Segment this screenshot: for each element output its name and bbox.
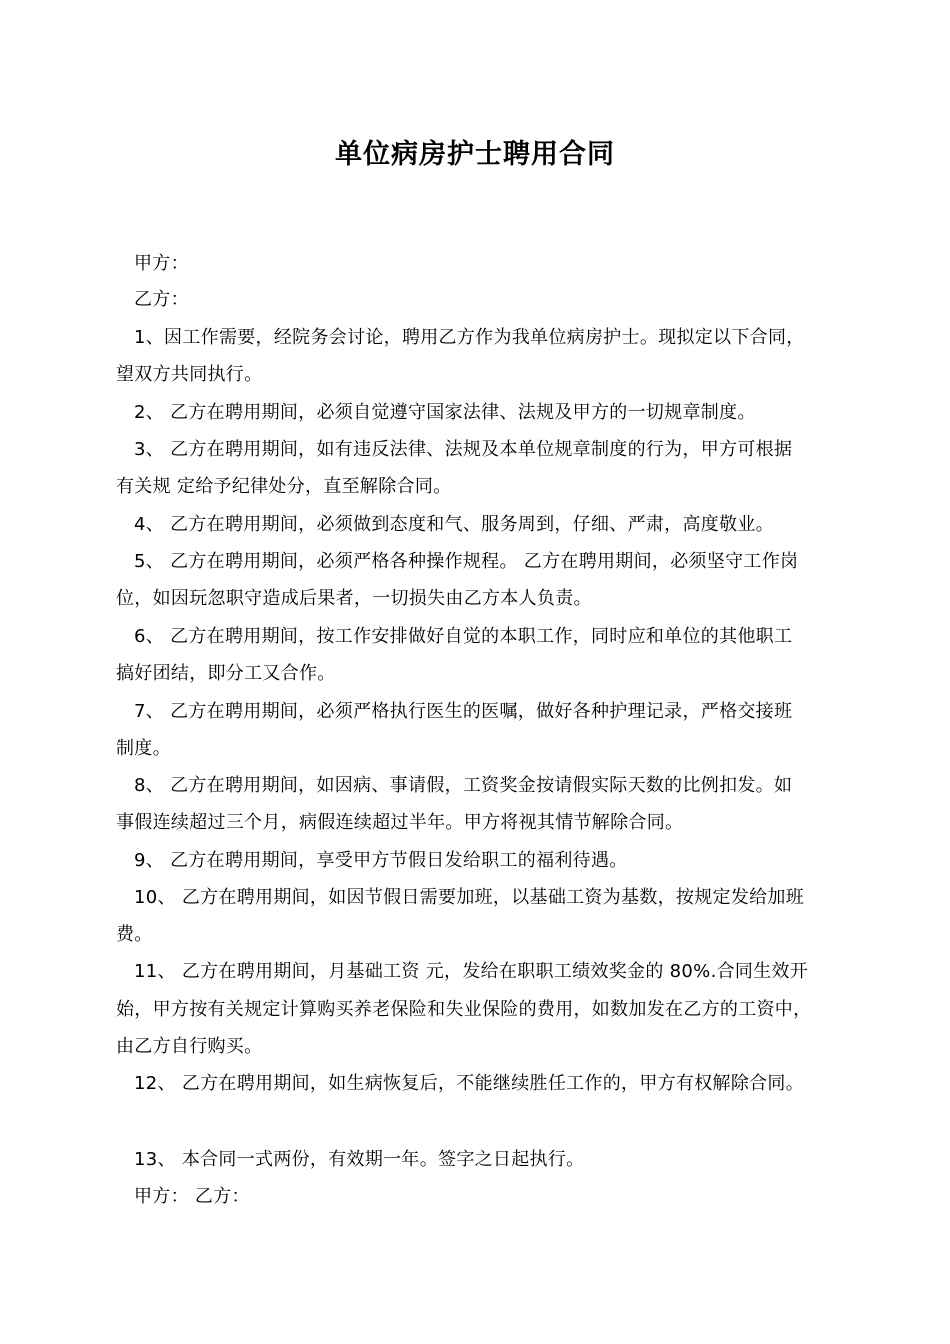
clause-7-line-2: 制度。 (116, 738, 171, 759)
signature-line: 甲方： 乙方： (134, 1186, 250, 1207)
clause-11-line-2: 始，甲方按有关规定计算购买养老保险和失业保险的费用，如数加发在乙方的工资中， (116, 999, 812, 1020)
clause-12: 12、 乙方在聘用期间，如生病恢复后，不能继续胜任工作的，甲方有权解除合同。 (134, 1073, 805, 1094)
clause-6-line-1: 6、 乙方在聘用期间，按工作安排做好自觉的本职工作，同时应和单位的其他职工 (134, 626, 793, 647)
clause-11-line-1: 11、 乙方在聘用期间，月基础工资 元，发给在职职工绩效奖金的 80%.合同生效开 (134, 961, 809, 982)
party-b-label: 乙方： (134, 289, 189, 310)
clause-4: 4、 乙方在聘用期间，必须做到态度和气、服务周到，仔细、严肃，高度敬业。 (134, 514, 774, 535)
clause-8-line-2: 事假连续超过三个月，病假连续超过半年。甲方将视其情节解除合同。 (116, 812, 684, 833)
clause-5-line-1: 5、 乙方在聘用期间，必须严格各种操作规程。 乙方在聘用期间，必须坚守工作岗 (134, 551, 799, 572)
clause-8-line-1: 8、 乙方在聘用期间，如因病、事请假，工资奖金按请假实际天数的比例扣发。如 (134, 775, 793, 796)
clause-13: 13、 本合同一式两份，有效期一年。签字之日起执行。 (134, 1149, 585, 1170)
clause-10-line-1: 10、 乙方在聘用期间，如因节假日需要加班，以基础工资为基数，按规定发给加班 (134, 887, 805, 908)
clause-2: 2、 乙方在聘用期间，必须自觉遵守国家法律、法规及甲方的一切规章制度。 (134, 402, 756, 423)
clause-1-line-1: 1、因工作需要，经院务会讨论，聘用乙方作为我单位病房护士。现拟定以下合同， (134, 327, 805, 348)
clause-3-line-1: 3、 乙方在聘用期间，如有违反法律、法规及本单位规章制度的行为，甲方可根据 (134, 439, 793, 460)
document-title: 单位病房护士聘用合同 (335, 139, 615, 170)
clause-1-line-2: 望双方共同执行。 (116, 364, 263, 385)
clause-10-line-2: 费。 (116, 924, 153, 945)
party-a-label: 甲方： (134, 253, 189, 274)
clause-9: 9、 乙方在聘用期间，享受甲方节假日发给职工的福利待遇。 (134, 850, 628, 871)
clause-3-line-2: 有关规 定给予纪律处分，直至解除合同。 (116, 476, 452, 497)
clause-11-line-3: 由乙方自行购买。 (116, 1036, 263, 1057)
clause-6-line-2: 搞好团结，即分工又合作。 (116, 663, 336, 684)
clause-7-line-1: 7、 乙方在聘用期间，必须严格执行医生的医嘱，做好各种护理记录，严格交接班 (134, 701, 793, 722)
clause-5-line-2: 位，如因玩忽职守造成后果者，一切损失由乙方本人负责。 (116, 588, 592, 609)
